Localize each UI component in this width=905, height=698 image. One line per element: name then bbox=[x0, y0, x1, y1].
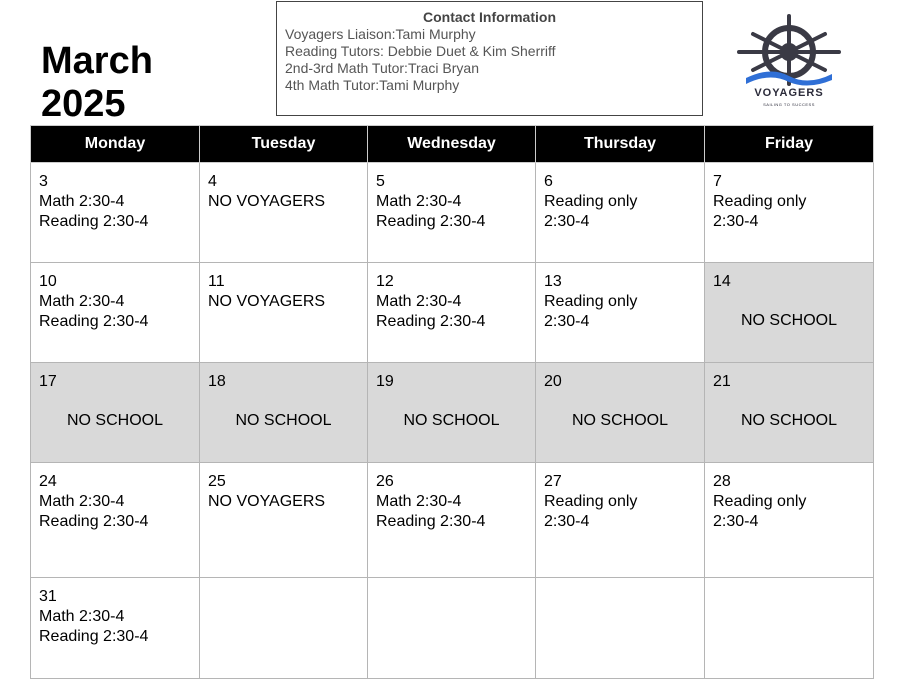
page-title bbox=[41, 40, 153, 126]
day-cell-no-school bbox=[705, 263, 874, 363]
day-line: Math 2:30-4 bbox=[39, 493, 125, 510]
no-school-label: NO SCHOOL bbox=[571, 412, 668, 429]
contact-line: Reading Tutors: Debbie Duet & Kim Sherriff bbox=[285, 43, 556, 59]
day-line: Reading 2:30-4 bbox=[39, 513, 149, 530]
day-line: Reading only bbox=[713, 193, 807, 210]
week-row bbox=[31, 363, 874, 463]
day-line: NO VOYAGERS bbox=[208, 293, 326, 310]
day-cell-no-school bbox=[31, 363, 200, 463]
day-line: Reading only bbox=[544, 293, 638, 310]
contact-line: 4th Math Tutor:Tami Murphy bbox=[285, 77, 460, 93]
day-cell bbox=[31, 263, 200, 363]
day-number: 21 bbox=[713, 373, 731, 390]
week-row bbox=[31, 263, 874, 363]
day-cell bbox=[200, 163, 368, 263]
day-cell-no-school bbox=[536, 363, 705, 463]
day-number: 28 bbox=[713, 473, 731, 490]
day-number: 17 bbox=[39, 373, 57, 390]
day-number: 31 bbox=[39, 588, 57, 605]
day-number: 7 bbox=[713, 173, 722, 190]
day-cell bbox=[536, 163, 705, 263]
day-cell bbox=[31, 163, 200, 263]
day-cell bbox=[536, 263, 705, 363]
day-line: Reading only bbox=[544, 193, 638, 210]
day-line: Math 2:30-4 bbox=[39, 193, 125, 210]
day-number: 10 bbox=[39, 273, 57, 290]
no-school-label: NO SCHOOL bbox=[740, 312, 837, 329]
day-cell-no-school bbox=[368, 363, 536, 463]
no-school-label: NO SCHOOL bbox=[740, 412, 837, 429]
day-line: Math 2:30-4 bbox=[376, 493, 462, 510]
day-cell bbox=[536, 463, 705, 578]
day-line: Reading 2:30-4 bbox=[376, 313, 486, 330]
voyagers-logo bbox=[726, 14, 852, 114]
weekday-header: Friday bbox=[705, 126, 874, 163]
day-number: 11 bbox=[208, 273, 225, 290]
day-cell bbox=[705, 163, 874, 263]
title-month: March bbox=[41, 40, 153, 82]
week-row bbox=[31, 463, 874, 578]
title-year: 2025 bbox=[41, 83, 126, 125]
day-line: NO VOYAGERS bbox=[208, 193, 326, 210]
weekday-header: Tuesday bbox=[200, 126, 368, 163]
week-row bbox=[31, 578, 874, 679]
day-line: Reading 2:30-4 bbox=[39, 213, 149, 230]
no-school-label: NO SCHOOL bbox=[235, 412, 332, 429]
logo-brand-text: VOYAGERS bbox=[754, 87, 824, 99]
no-school-label: NO SCHOOL bbox=[66, 412, 163, 429]
calendar-table bbox=[30, 125, 874, 679]
contact-heading: Contact Information bbox=[423, 9, 556, 25]
empty-day-cell bbox=[536, 578, 705, 679]
day-number: 5 bbox=[376, 173, 385, 190]
day-number: 4 bbox=[208, 173, 217, 190]
day-line: Math 2:30-4 bbox=[376, 193, 462, 210]
logo-tagline: SAILING TO SUCCESS bbox=[763, 102, 815, 107]
day-cell bbox=[200, 263, 368, 363]
day-number: 26 bbox=[376, 473, 394, 490]
weekday-header: Thursday bbox=[536, 126, 705, 163]
day-line: Math 2:30-4 bbox=[39, 293, 125, 310]
weekday-header: Wednesday bbox=[368, 126, 536, 163]
day-number: 19 bbox=[376, 373, 394, 390]
day-number: 12 bbox=[376, 273, 394, 290]
day-cell bbox=[200, 463, 368, 578]
no-school-label: NO SCHOOL bbox=[403, 412, 500, 429]
day-number: 18 bbox=[208, 373, 226, 390]
day-line: Reading 2:30-4 bbox=[39, 628, 149, 645]
day-number: 14 bbox=[713, 273, 731, 290]
day-cell bbox=[31, 578, 200, 679]
day-line: Reading only bbox=[544, 493, 638, 510]
day-cell bbox=[368, 263, 536, 363]
day-line: 2:30-4 bbox=[713, 513, 759, 530]
contact-info-box bbox=[276, 1, 703, 116]
day-cell-no-school bbox=[200, 363, 368, 463]
ship-wheel-icon bbox=[726, 14, 852, 88]
day-number: 24 bbox=[39, 473, 57, 490]
day-line: Math 2:30-4 bbox=[39, 608, 125, 625]
day-number: 3 bbox=[39, 173, 48, 190]
day-line: Math 2:30-4 bbox=[376, 293, 462, 310]
day-number: 6 bbox=[544, 173, 553, 190]
day-number: 20 bbox=[544, 373, 562, 390]
empty-day-cell bbox=[368, 578, 536, 679]
day-number: 25 bbox=[208, 473, 226, 490]
contact-line: Voyagers Liaison:Tami Murphy bbox=[285, 26, 476, 42]
day-number: 27 bbox=[544, 473, 562, 490]
day-line: 2:30-4 bbox=[544, 313, 590, 330]
day-line: Reading 2:30-4 bbox=[39, 313, 149, 330]
empty-day-cell bbox=[705, 578, 874, 679]
weekday-header: Monday bbox=[31, 126, 200, 163]
day-line: 2:30-4 bbox=[713, 213, 759, 230]
day-cell bbox=[368, 163, 536, 263]
day-number: 13 bbox=[544, 273, 562, 290]
week-row bbox=[31, 163, 874, 263]
day-line: Reading 2:30-4 bbox=[376, 213, 486, 230]
day-cell bbox=[368, 463, 536, 578]
day-cell bbox=[705, 463, 874, 578]
day-line: Reading 2:30-4 bbox=[376, 513, 486, 530]
day-cell-no-school bbox=[705, 363, 874, 463]
day-line: Reading only bbox=[713, 493, 807, 510]
empty-day-cell bbox=[200, 578, 368, 679]
day-cell bbox=[31, 463, 200, 578]
contact-line: 2nd-3rd Math Tutor:Traci Bryan bbox=[285, 60, 480, 76]
weekday-header-row bbox=[31, 126, 874, 163]
day-line: NO VOYAGERS bbox=[208, 493, 326, 510]
day-line: 2:30-4 bbox=[544, 513, 590, 530]
day-line: 2:30-4 bbox=[544, 213, 590, 230]
